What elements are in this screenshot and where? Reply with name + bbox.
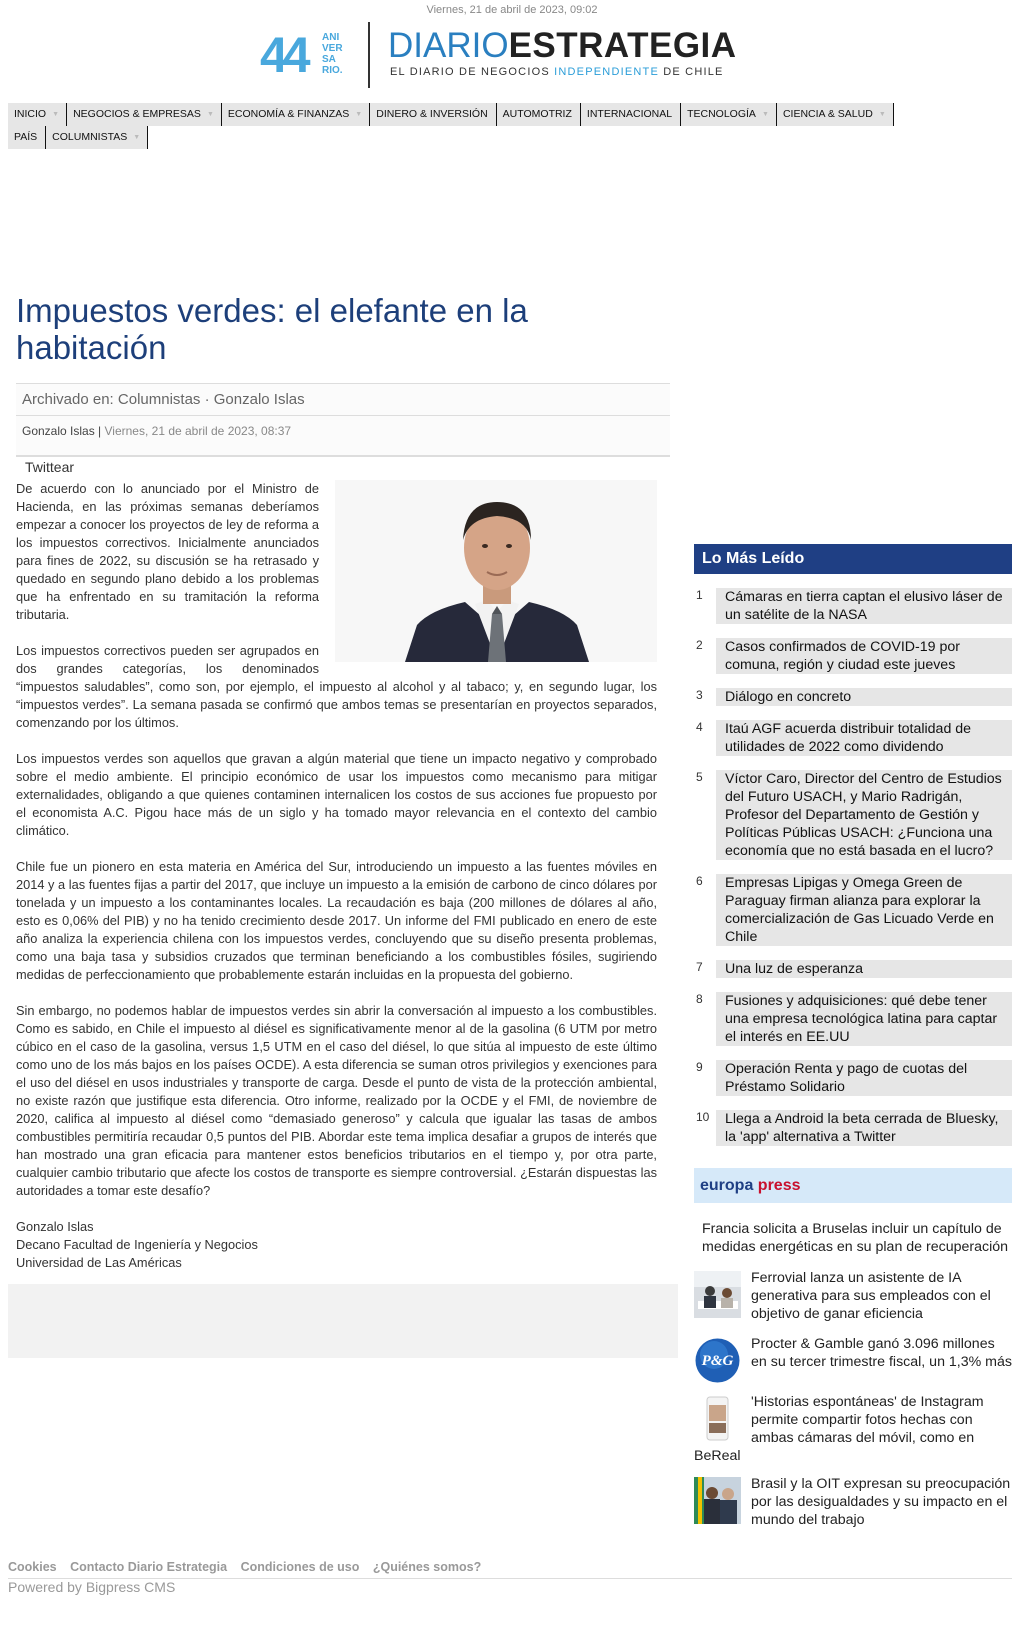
- footer-link-cookies[interactable]: Cookies: [8, 1560, 57, 1574]
- news-link[interactable]: Procter & Gamble ganó 3.096 millones en su tercer trimestre fiscal, un 1,3% más: [751, 1336, 1012, 1370]
- byline: [16, 416, 670, 457]
- author-photo: [335, 480, 657, 662]
- rank-number: 7: [696, 960, 703, 974]
- list-item[interactable]: [694, 992, 1012, 1046]
- nav-item-pais[interactable]: [8, 126, 46, 149]
- phone-screenshot-icon: [694, 1395, 741, 1442]
- list-item[interactable]: [694, 960, 1012, 978]
- list-item[interactable]: [694, 1269, 1012, 1323]
- most-read-link[interactable]: Operación Renta y pago de cuotas del Préstamo Solidario: [716, 1060, 1012, 1096]
- list-item[interactable]: [694, 1060, 1012, 1096]
- list-item[interactable]: [694, 638, 1012, 674]
- news-thumbnail[interactable]: [694, 1477, 741, 1524]
- chevron-down-icon: ▼: [878, 111, 886, 118]
- nav-item-negocios[interactable]: [67, 103, 222, 126]
- article-paragraph: Los impuestos verdes son aquellos que gravan a algún material que tiene un impacto negativo y comprobado sobre el medio ambiente. El principio económico de usar los impuestos como mecanismo para mitigar externalidades, obligando a que quienes contaminen internalicen los costos de sus acciones fue propuesto por el economista A.C. Pigou hace más de un siglo y ha tomado mayor relevancia en el contexto del cambio climático.: [16, 751, 657, 838]
- pg-logo-icon: [694, 1337, 741, 1384]
- signature-name: Gonzalo Islas: [16, 1219, 94, 1234]
- rank-number: 8: [696, 992, 703, 1006]
- nav-label: NEGOCIOS & EMPRESAS: [73, 108, 201, 120]
- list-item[interactable]: [694, 1393, 1012, 1465]
- article-paragraph: Chile fue un pionero en esta materia en América del Sur, introduciendo un impuesto a las fuentes móviles en 2014 y a las fuentes fijas a partir del 2017, que incluye un impuesto a la emisión de carbono de cinco dólares por tonelada y un impuesto a los contaminantes locales. La recaudación es baja (200 millones de dólares al año, esto es 0,06% del PIB) y no ha tenido crecimiento desde 2017. Un informe del FMI publicado en enero de este año analiza la experiencia chilena con los impuestos verdes, concluyendo que su diseño presenta problemas, como una baja tasa y subsidios cruzados que terminan beneficiando a los combustibles fósiles, sugiriendo medidas de perfeccionamiento que probablemente estarán incluidas en la propuesta del gobierno.: [16, 859, 657, 982]
- nav-label: INICIO: [14, 108, 47, 120]
- author-signature: [16, 1218, 657, 1272]
- most-read-link[interactable]: Empresas Lipigas y Omega Green de Paraguay firman alianza para explorar la comercialización de Gas Licuado Verde en Chile: [716, 874, 1012, 946]
- most-read-link[interactable]: Itaú AGF acuerda distribuir totalidad de utilidades de 2022 como dividendo: [716, 720, 1012, 756]
- rank-number: 2: [696, 638, 703, 652]
- nav-label: COLUMNISTAS: [52, 131, 128, 143]
- news-thumbnail[interactable]: [694, 1337, 741, 1384]
- list-item[interactable]: [694, 588, 1012, 624]
- signature-role: Decano Facultad de Ingeniería y Negocios: [16, 1237, 258, 1252]
- nav-label: INTERNACIONAL: [586, 108, 673, 120]
- svg-text:P&G: P&G: [701, 1353, 734, 1369]
- list-item[interactable]: [694, 1220, 1012, 1256]
- rank-number: 9: [696, 1060, 703, 1074]
- author-portrait-image: [335, 480, 657, 662]
- europa-press-brand-b: press: [757, 1177, 801, 1194]
- most-read-link[interactable]: Llega a Android la beta cerrada de Bluesky, la 'app' alternativa a Twitter: [716, 1110, 1012, 1146]
- footer-links: [8, 1560, 491, 1574]
- powered-by[interactable]: Powered by Bigpress CMS: [8, 1579, 176, 1595]
- nav-label: ECONOMÍA & FINANZAS: [227, 108, 350, 120]
- footer-link-quienes[interactable]: ¿Quiénes somos?: [372, 1560, 482, 1574]
- most-read-link[interactable]: Casos confirmados de COVID-19 por comuna, región y ciudad este jueves: [716, 638, 1012, 674]
- rank-number: 10: [696, 1110, 710, 1124]
- chevron-down-icon: ▼: [133, 134, 141, 141]
- nav-item-internacional[interactable]: [581, 103, 681, 126]
- most-read-list: [694, 588, 1012, 1146]
- nav-item-dinero[interactable]: [370, 103, 496, 126]
- logo-estrategia: ESTRATEGIA: [508, 26, 737, 65]
- nav-label: AUTOMOTRIZ: [502, 108, 572, 120]
- article-paragraph: Sin embargo, no podemos hablar de impuestos verdes sin abrir la conversación al impuesto a los combustibles. Como es sabido, en Chile el impuesto al diésel es significativamente menor al de la gasolina (6 UTM por metro cúbico en el caso de la gasolina, versus 1,5 UTM en el caso del diésel, lo que sitúa al impuesto de este último como uno de los más bajos en los países OCDE). A esta diferencia se suman otros privilegios y exenciones para el uso del diésel en usos industriales y transporte de carga. Desde el punto de vista de la protección ambiental, no existe razón que justifique esta diferencia. Otro informe, realizado por la OCDE y el FMI, de noviembre de 2020, califica al impuesto al diésel como “demasiado generoso” y calcula que igualar las tasas de ambos combustibles permitiría recaudar 0,5 puntos del PIB. Abordar este tema implica desafiar a grupos de interés que han mostrado una gran eficacia para mantener estos beneficios tributarios en el tiempo y, por otra parte, cualquier cambio tributario que afecte los costos de transporte es siempre controversial. ¿Estarán dispuestas las autoridades a tomar este desafío?: [16, 1003, 657, 1198]
- article-title: Impuestos verdes: el elefante en la habitación: [16, 292, 528, 366]
- list-item[interactable]: [694, 1475, 1012, 1529]
- publish-date: Viernes, 21 de abril de 2023, 08:37: [104, 424, 292, 438]
- rank-number: 3: [696, 688, 703, 702]
- news-thumbnail[interactable]: [694, 1395, 741, 1442]
- nav-label: PAÍS: [14, 131, 38, 143]
- tagline-part-a: EL DIARIO DE NEGOCIOS: [390, 66, 555, 78]
- tweet-button[interactable]: Twittear: [25, 459, 75, 475]
- chevron-down-icon: ▼: [206, 111, 214, 118]
- filed-under[interactable]: Archivado en: Columnistas · Gonzalo Islas: [16, 384, 670, 416]
- rank-number: 6: [696, 874, 703, 888]
- header-date: Viernes, 21 de abril de 2023, 09:02: [426, 4, 598, 16]
- most-read-link[interactable]: Fusiones y adquisiciones: qué debe tener una empresa tecnológica latina para captar el interés en EE.UU: [716, 992, 1012, 1046]
- chevron-down-icon: ▼: [355, 111, 363, 118]
- logo-divider: [368, 22, 370, 88]
- list-item[interactable]: [694, 770, 1012, 860]
- rank-number: 1: [696, 588, 703, 602]
- europa-press-brand-a: europa: [700, 1177, 758, 1194]
- anniversary-text: ANI VER SA RIO.: [322, 32, 343, 76]
- article-paragraph: De acuerdo con lo anunciado por el Ministro de Hacienda, en las próximas semanas deberíamos empezar a conocer los proyectos de ley de reforma a los impuestos correctivos. Inicialmente anunciados para fines de 2022, su discusión se ha retrasado y quedado en segundo plano debido a los problemas que ha enfrentado en su tramitación la reforma tributaria.: [16, 481, 319, 622]
- byline-separator: |: [94, 424, 105, 438]
- most-read-widget: [694, 544, 1012, 1146]
- most-read-title: Lo Más Leído: [694, 544, 1012, 574]
- nav-label: DINERO & INVERSIÓN: [376, 108, 488, 120]
- nav-label: TECNOLOGÍA: [687, 108, 756, 120]
- nav-item-inicio[interactable]: [8, 103, 67, 126]
- chevron-down-icon: ▼: [52, 111, 60, 118]
- anniversary-number: 44: [260, 27, 306, 83]
- most-read-link[interactable]: Una luz de esperanza: [716, 960, 1012, 978]
- footer-link-contacto[interactable]: Contacto Diario Estrategia: [70, 1560, 228, 1574]
- site-logo[interactable]: [260, 22, 780, 88]
- news-thumbnail[interactable]: [694, 1271, 741, 1318]
- article-paragraph: Los impuestos correctivos pueden ser agrupados en dos grandes categorías, los denominados “impuestos saludables”, como son, por ejemplo, el impuesto al alcohol y al tabaco; y, en segundo lugar, los “impuestos verdes”. La semana pasada se confirmó que ambos temas se presentarían en proyectos separados, comenzando por los últimos.: [16, 643, 657, 730]
- article-meta: [16, 383, 670, 457]
- ad-placeholder: [8, 1284, 678, 1358]
- rank-number: 4: [696, 720, 703, 734]
- chevron-down-icon: ▼: [762, 111, 769, 118]
- most-read-link[interactable]: Víctor Caro, Director del Centro de Estudios del Futuro USACH, y Mario Radrigán, Profesor del Departamento de Gestión y Políticas Públicas USACH: ¿Funciona una economía que no está basada en el lucro?: [716, 770, 1012, 860]
- article-body: [16, 480, 657, 1272]
- logo-wordmark: [388, 28, 737, 64]
- author-name[interactable]: Gonzalo Islas: [22, 424, 95, 438]
- news-link[interactable]: Brasil y la OIT expresan su preocupación por las desigualdades y su impacto en el mundo del trabajo: [751, 1476, 1011, 1528]
- nav-item-economia[interactable]: [222, 103, 370, 126]
- list-item[interactable]: [694, 874, 1012, 946]
- main-nav: [8, 103, 920, 149]
- logo-tagline: [390, 66, 724, 78]
- tagline-part-c: DE CHILE: [658, 66, 724, 78]
- news-link[interactable]: 'Historias espontáneas' de Instagram permite compartir fotos hechas con ambas cámaras del móvil, como en BeReal: [694, 1394, 984, 1464]
- office-photo-icon: [694, 1271, 741, 1318]
- footer-link-condiciones[interactable]: Condiciones de uso: [240, 1560, 360, 1574]
- list-item[interactable]: [694, 688, 1012, 706]
- nav-item-columnistas[interactable]: [46, 126, 148, 149]
- nav-item-tecnologia[interactable]: [681, 103, 777, 126]
- rank-number: 5: [696, 770, 703, 784]
- meeting-photo-icon: [694, 1477, 741, 1524]
- tagline-part-b: INDEPENDIENTE: [554, 66, 659, 78]
- nav-item-automotriz[interactable]: [497, 103, 581, 126]
- list-item[interactable]: [694, 1110, 1012, 1146]
- nav-label: CIENCIA & SALUD: [782, 108, 873, 120]
- most-read-link[interactable]: Cámaras en tierra captan el elusivo láser de un satélite de la NASA: [716, 588, 1012, 624]
- list-item[interactable]: [694, 1335, 1012, 1384]
- news-link[interactable]: Ferrovial lanza un asistente de IA generativa para sus empleados con el objetivo de ganar eficiencia: [751, 1270, 991, 1322]
- news-link[interactable]: Francia solicita a Bruselas incluir un capítulo de medidas energéticas en su plan de recuperación: [702, 1221, 1009, 1255]
- nav-item-ciencia[interactable]: [777, 103, 894, 126]
- logo-diario: DIARIO: [388, 26, 509, 65]
- list-item[interactable]: [694, 720, 1012, 756]
- europa-press-header[interactable]: [694, 1168, 1012, 1203]
- signature-institution: Universidad de Las Américas: [16, 1255, 182, 1270]
- most-read-link[interactable]: Diálogo en concreto: [716, 688, 1012, 706]
